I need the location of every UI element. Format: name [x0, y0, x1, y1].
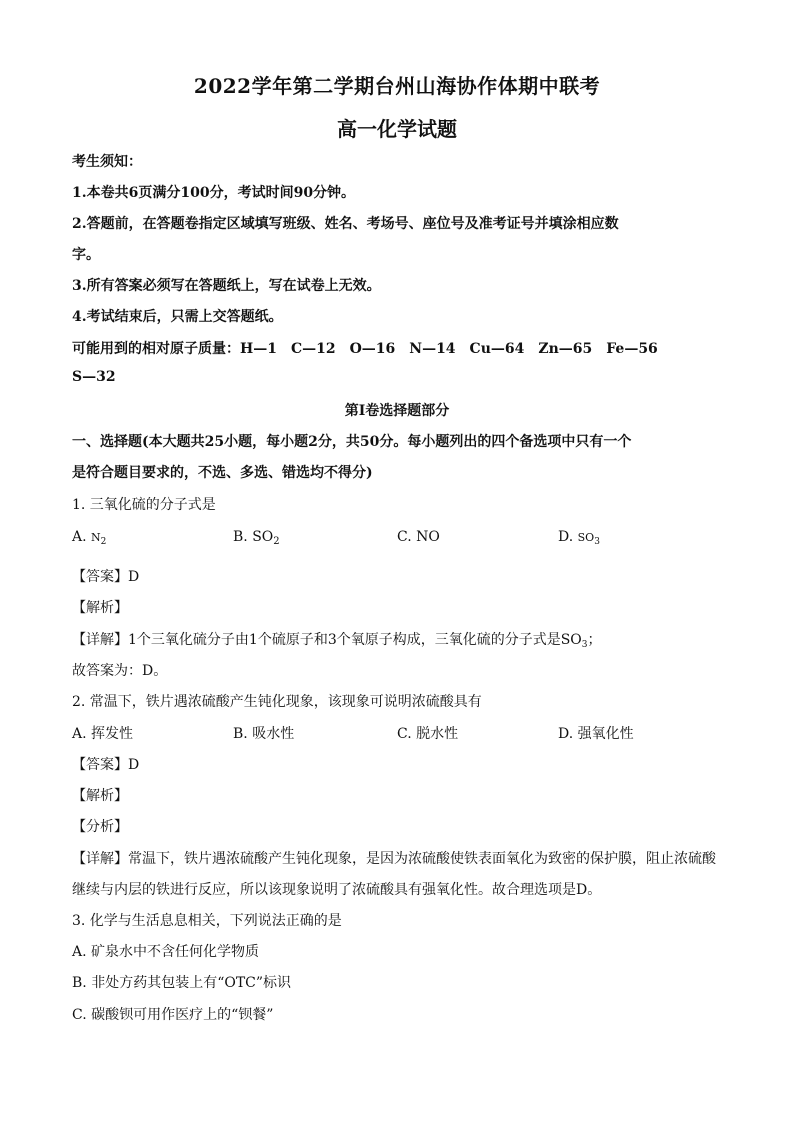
q1-detail-subscript: 3 — [581, 640, 588, 650]
q1-detail — [72, 629, 602, 650]
exam-subtitle: 高一化学试题 — [337, 117, 457, 141]
q2-fenxi-heading: 【分析】 — [72, 819, 128, 835]
option-subscript: 2 — [273, 536, 280, 547]
notice-item-4: 4.考试结束后，只需上交答题纸。 — [72, 309, 283, 325]
option-text: 吸水性 — [252, 726, 295, 742]
q1-detail-text: 【详解】1个三氧化硫分子由1个硫原子和3个氧原子构成，三氧化硫的分子式是SO — [72, 632, 582, 648]
q3-option-b[interactable]: B. 非处方药其包装上有“OTC”标识 — [72, 975, 292, 991]
q2-option-b[interactable] — [233, 723, 294, 743]
option-subscript: 3 — [594, 537, 600, 547]
notice-item-2-cont: 字。 — [72, 247, 100, 263]
option-subscript: 2 — [100, 537, 107, 547]
option-label: A. — [72, 529, 87, 545]
q2-option-d[interactable] — [558, 723, 634, 743]
q3-option-a[interactable]: A. 矿泉水中不含任何化学物质 — [72, 944, 260, 960]
q1-answer: 【答案】D — [72, 569, 140, 585]
notice-heading: 考生须知： — [72, 154, 142, 170]
option-text: 挥发性 — [91, 726, 134, 742]
section-title: 第I卷选择题部分 — [344, 403, 450, 419]
option-label: D. — [558, 529, 574, 545]
q1-detail-end: ； — [587, 632, 602, 648]
section-instructions-cont: 是符合题目要求的，不选、多选、错选均不得分) — [72, 465, 373, 481]
q3-stem: 3. 化学与生活息息相关，下列说法正确的是 — [72, 913, 342, 929]
atomic-mass-line: 可能用到的相对原子质量：H—1 C—12 O—16 N—14 Cu—64 Zn—65 Fe—56 — [72, 341, 658, 357]
option-label: C. — [397, 726, 412, 742]
q1-option-b[interactable] — [233, 529, 280, 547]
q1-analysis-heading: 【解析】 — [72, 600, 128, 616]
option-formula: N — [91, 531, 101, 544]
option-label: B. — [233, 529, 248, 545]
q1-stem: 1. 三氧化硫的分子式是 — [72, 497, 216, 513]
q2-option-c[interactable] — [397, 723, 458, 743]
exam-title: 2022学年第二学期台州山海协作体期中联考 — [193, 74, 601, 98]
q2-answer: 【答案】D — [72, 757, 140, 773]
q1-conclusion: 故答案为：D。 — [72, 663, 168, 679]
q1-option-c[interactable] — [397, 529, 440, 545]
notice-item-1: 1.本卷共6页满分100分，考试时间90分钟。 — [72, 185, 356, 201]
option-text: 强氧化性 — [577, 726, 634, 742]
q2-detail-cont: 继续与内层的铁进行反应，所以该现象说明了浓硫酸具有强氧化性。故合理选项是D。 — [72, 882, 602, 898]
option-label: B. — [233, 726, 248, 742]
q2-analysis-heading: 【解析】 — [72, 788, 128, 804]
atomic-mass-line-cont: S—32 — [72, 369, 116, 385]
option-label: C. — [397, 529, 412, 545]
q2-stem: 2. 常温下，铁片遇浓硫酸产生钝化现象，该现象可说明浓硫酸具有 — [72, 694, 482, 710]
option-label: D. — [558, 726, 574, 742]
q1-option-d[interactable] — [558, 529, 600, 547]
option-label: A. — [72, 726, 87, 742]
section-instructions: 一、选择题(本大题共25小题，每小题2分，共50分。每小题列出的四个备选项中只有一个 — [72, 434, 632, 450]
q2-option-a[interactable] — [72, 723, 133, 743]
q2-detail: 【详解】常温下，铁片遇浓硫酸产生钝化现象，是因为浓硫酸使铁表面氧化为致密的保护膜，阻止浓硫酸 — [72, 851, 716, 867]
q1-option-a[interactable] — [72, 529, 106, 547]
option-formula: SO — [252, 529, 274, 545]
notice-item-2: 2.答题前，在答题卷指定区域填写班级、姓名、考场号、座位号及准考证号并填涂相应数 — [72, 216, 619, 232]
option-formula: SO — [577, 531, 595, 544]
option-text: 脱水性 — [416, 726, 459, 742]
notice-item-3: 3.所有答案必须写在答题纸上，写在试卷上无效。 — [72, 278, 381, 294]
option-formula: NO — [416, 529, 440, 545]
q3-option-c[interactable]: C. 碳酸钡可用作医疗上的“钡餐” — [72, 1007, 274, 1023]
